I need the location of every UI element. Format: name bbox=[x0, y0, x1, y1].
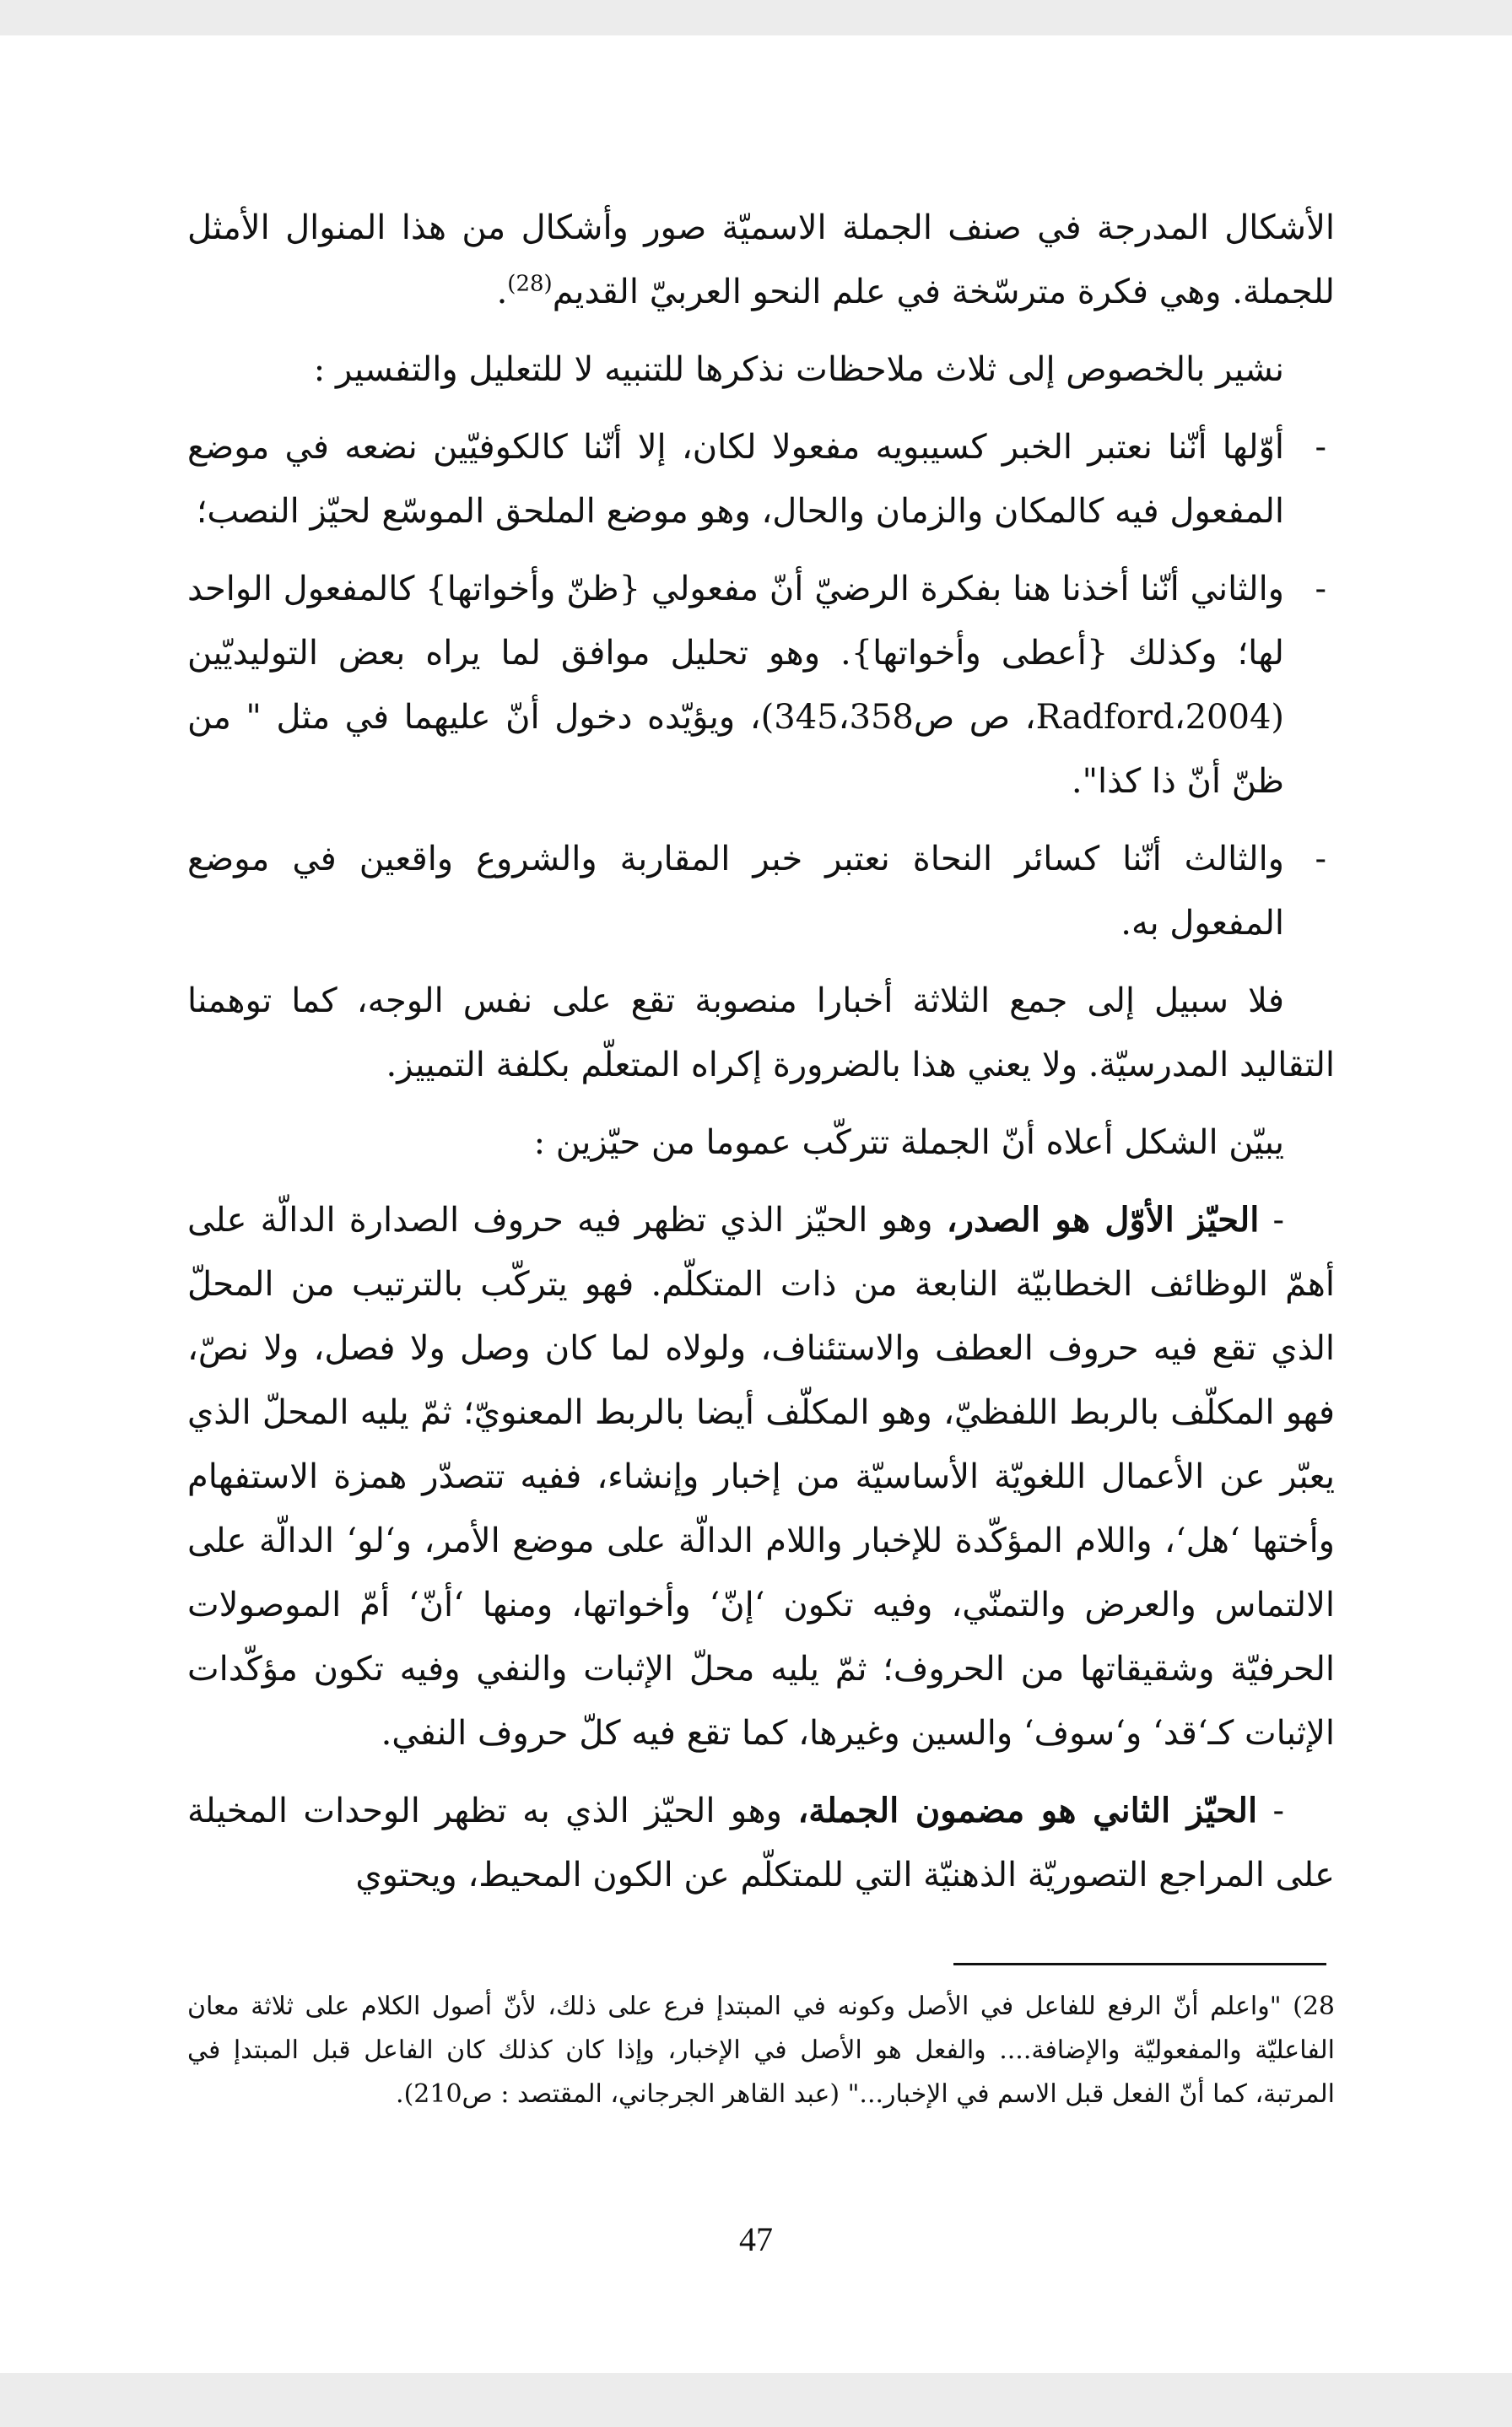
paragraph-intro-text: الأشكال المدرجة في صنف الجملة الاسميّة صور وأشكال من هذا المنوال الأمثل للجملة. وهي فكرة مترسّخة في علم النحو العربيّ القديم bbox=[187, 208, 1335, 311]
page-number: 47 bbox=[739, 2220, 773, 2258]
book-page bbox=[0, 35, 1512, 2373]
bullet-dash: - bbox=[1315, 840, 1326, 878]
bullet-dash: - bbox=[1272, 1201, 1285, 1240]
footnote-divider bbox=[953, 1963, 1326, 1965]
footnote-number: 28) bbox=[1293, 1992, 1335, 2021]
footnote-text: "واعلم أنّ الرفع للفاعل في الأصل وكونه في المبتدإ فرع على ذلك، لأنّ أصول الكلام على ثلاثة معان الفاعليّة والمفعوليّة والإضافة.... والفعل هو الأصل في الإخبار، وإذا كان كذلك كان الفاعل قبل المبتدإ في المرتبة، كما أنّ الفعل قبل الاسم في الإخبار..." (عبد القاهر الجرجاني، المقتصد : ص210). bbox=[187, 1992, 1335, 2109]
body-text bbox=[187, 196, 1335, 1921]
second-zone-heading: الحيّز الثاني هو مضمون الجملة، bbox=[797, 1791, 1258, 1830]
section-first-zone bbox=[187, 1188, 1335, 1765]
footnote-reference: (28) bbox=[507, 271, 553, 297]
bullet-dash: - bbox=[1272, 1792, 1285, 1830]
paragraph-intro bbox=[187, 196, 1335, 324]
section-second-zone bbox=[187, 1779, 1335, 1907]
paragraph-intro-end: . bbox=[496, 273, 508, 311]
remark-second-text: والثاني أنّنا أخذنا هنا بفكرة الرضيّ أنّ مفعولي {ظنّ وأخواتها} كالمفعول الواحد لها؛ وكذلك {أعطى وأخواتها}. وهو تحليل موافق لما يراه بعض التوليديّين (Radford،2004، ص ص345،358)، ويؤيّده دخول أنّ عليهما في مثل " من ظنّ أنّ ذا كذا". bbox=[187, 570, 1285, 801]
footnote bbox=[187, 1985, 1335, 2116]
remark-first-text: أوّلها أنّنا نعتبر الخبر كسيبويه مفعولا لكان، إلا أنّنا كالكوفيّين نضعه في موضع المفعول فيه كالمكان والزمان والحال، وهو موضع الملحق الموسّع لحيّز النصب؛ bbox=[187, 428, 1284, 531]
remark-third-text: والثالث أنّنا كسائر النحاة نعتبر خبر المقاربة والشروع واقعين في موضع المفعول به. bbox=[187, 840, 1284, 943]
first-zone-text: وهو الحيّز الذي تظهر فيه حروف الصدارة الدالّة على أهمّ الوظائف الخطابيّة النابعة من ذات المتكلّم. فهو يتركّب بالترتيب من المحلّ الذي تقع فيه حروف العطف والاستئناف، ولولاه لما كان وصل ولا فصل، ولا نصّ، فهو المكلّف بالربط اللفظيّ، وهو المكلّف أيضا بالربط المعنويّ؛ ثمّ يليه المحلّ الذي يعبّر عن الأعمال اللغويّة الأساسيّة من إخبار وإنشاء، ففيه تتصدّر همزة الاستفهام وأختها ‘هل‘، واللام المؤكّدة للإخبار واللام الدالّة على موضع الأمر، و‘لو‘ الدالّة على الالتماس والعرض والتمنّي، وفيه تكون ‘إنّ‘ وأخواتها، ومنها ‘أنّ‘ أمّ الموصولات الحرفيّة وشقيقاتها من الحروف؛ ثمّ يليه محلّ الإثبات والنفي وفيه تكون مؤكّدات الإثبات كـ‘قد‘ و‘سوف‘ والسين وغيرها، كما تقع فيه كلّ حروف النفي. bbox=[187, 1201, 1335, 1753]
paragraph-conclusion: فلا سبيل إلى جمع الثلاثة أخبارا منصوبة تقع على نفس الوجه، كما توهمنا التقاليد المدرسيّة. ولا يعني هذا بالضرورة إكراه المتعلّم بكلفة التمييز. bbox=[187, 981, 1335, 1084]
paragraph-remarks: نشير بالخصوص إلى ثلاث ملاحظات نذكرها للتنبيه لا للتعليل والتفسير : bbox=[313, 350, 1284, 389]
remark-third bbox=[187, 827, 1335, 955]
bullet-dash: - bbox=[1315, 428, 1326, 467]
second-zone-text: وهو الحيّز الذي به تظهر الوحدات المخيلة على المراجع التصوريّة الذهنيّة التي للمتكلّم عن الكون المحيط، ويحتوي bbox=[187, 1792, 1335, 1895]
remark-second bbox=[187, 557, 1335, 814]
first-zone-heading: الحيّز الأوّل هو الصدر، bbox=[946, 1200, 1260, 1240]
paragraph-figure-intro: يبيّن الشكل أعلاه أنّ الجملة تتركّب عموما من حيّزين : bbox=[533, 1123, 1284, 1162]
remark-first bbox=[187, 415, 1335, 543]
bullet-dash: - bbox=[1315, 570, 1326, 608]
